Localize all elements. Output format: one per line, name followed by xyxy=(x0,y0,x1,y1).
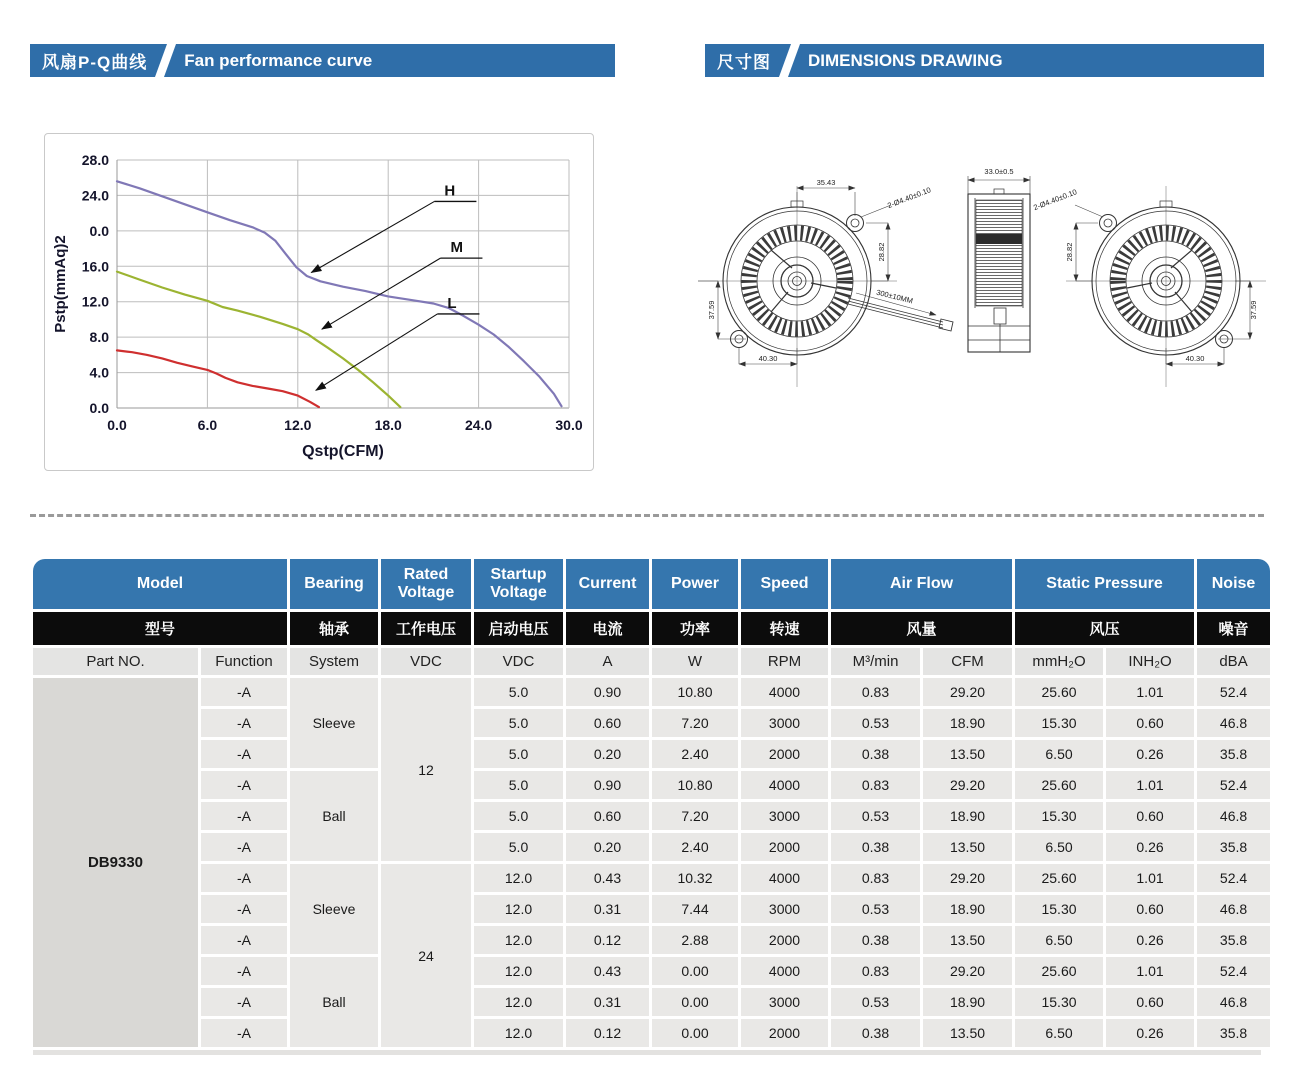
cell-startup: 12.0 xyxy=(474,957,563,985)
part-no-cell: DB9330 xyxy=(33,678,198,1047)
cell-dba: 35.8 xyxy=(1197,926,1270,954)
cell-inh2o: 0.26 xyxy=(1106,1019,1194,1047)
cell-mmh2o: 15.30 xyxy=(1015,802,1103,830)
cell-startup: 5.0 xyxy=(474,709,563,737)
cell-inh2o: 0.26 xyxy=(1106,833,1194,861)
cell-current: 0.20 xyxy=(566,740,649,768)
cell-m3min: 0.83 xyxy=(831,864,920,892)
col-header-power-zh: 功率 xyxy=(652,612,738,645)
cell-rated-voltage: 24 xyxy=(381,864,471,1047)
cell-speed: 3000 xyxy=(741,709,828,737)
fan-front-view-right xyxy=(1032,186,1266,387)
cell-inh2o: 1.01 xyxy=(1106,864,1194,892)
cell-function: -A xyxy=(201,988,287,1016)
cell-m3min: 0.53 xyxy=(831,802,920,830)
y-tick-label: 0.0 xyxy=(89,400,109,416)
cell-function: -A xyxy=(201,926,287,954)
cell-startup: 5.0 xyxy=(474,802,563,830)
dim-height-right: 28.82 xyxy=(877,242,886,262)
cell-startup: 5.0 xyxy=(474,740,563,768)
col-header-rated-voltage-zh: 工作电压 xyxy=(381,612,471,645)
cell-power: 0.00 xyxy=(652,988,738,1016)
section-title-zh: 尺寸图 xyxy=(717,53,771,72)
cell-speed: 4000 xyxy=(741,771,828,799)
unit-vdc-rated: VDC xyxy=(381,648,471,675)
cell-speed: 3000 xyxy=(741,988,828,1016)
cell-mmh2o: 25.60 xyxy=(1015,957,1103,985)
cell-m3min: 0.53 xyxy=(831,988,920,1016)
cell-current: 0.60 xyxy=(566,709,649,737)
cell-mmh2o: 6.50 xyxy=(1015,926,1103,954)
cell-power: 2.88 xyxy=(652,926,738,954)
cell-startup: 12.0 xyxy=(474,864,563,892)
pq-chart-panel xyxy=(44,133,594,471)
cell-power: 7.20 xyxy=(652,709,738,737)
col-header-static-pressure-zh: 风压 xyxy=(1015,612,1194,645)
cell-power: 7.44 xyxy=(652,895,738,923)
dimensions-drawing xyxy=(698,148,1270,462)
col-header-model: Model xyxy=(33,559,287,609)
cell-m3min: 0.83 xyxy=(831,678,920,706)
y-tick-label: 8.0 xyxy=(89,329,109,346)
cell-startup: 5.0 xyxy=(474,678,563,706)
dim-mounting-holes: 2-Ø4.40±0.10 xyxy=(886,185,933,211)
cell-cfm: 13.50 xyxy=(923,926,1012,954)
cell-power: 2.40 xyxy=(652,833,738,861)
cell-speed: 4000 xyxy=(741,957,828,985)
unit-rpm: RPM xyxy=(741,648,828,675)
col-header-speed: Speed xyxy=(741,559,828,609)
section-title-en: DIMENSIONS DRAWING xyxy=(808,50,1003,70)
cell-mmh2o: 6.50 xyxy=(1015,833,1103,861)
header-row-chinese xyxy=(33,612,1270,645)
chart-curves xyxy=(117,181,562,407)
cell-m3min: 0.83 xyxy=(831,771,920,799)
cell-speed: 3000 xyxy=(741,895,828,923)
table-row xyxy=(33,957,1270,985)
cell-function: -A xyxy=(201,802,287,830)
cell-power: 10.80 xyxy=(652,771,738,799)
cell-inh2o: 0.60 xyxy=(1106,709,1194,737)
cell-mmh2o: 6.50 xyxy=(1015,1019,1103,1047)
cell-startup: 12.0 xyxy=(474,1019,563,1047)
table-row xyxy=(33,709,1270,737)
section-title-en: Fan performance curve xyxy=(184,50,373,70)
cell-dba: 35.8 xyxy=(1197,1019,1270,1047)
table-row xyxy=(33,1019,1270,1047)
table-row xyxy=(33,740,1270,768)
y-tick-label: 12.0 xyxy=(81,293,109,310)
cell-current: 0.90 xyxy=(566,771,649,799)
section-header-dimensions xyxy=(705,44,1264,77)
dim-top-width: 35.43 xyxy=(816,178,836,187)
cell-inh2o: 0.26 xyxy=(1106,926,1194,954)
cell-startup: 12.0 xyxy=(474,926,563,954)
unit-dba: dBA xyxy=(1197,648,1270,675)
cell-dba: 52.4 xyxy=(1197,957,1270,985)
y-tick-label: 24.0 xyxy=(81,187,109,204)
cell-function: -A xyxy=(201,709,287,737)
cell-current: 0.12 xyxy=(566,926,649,954)
cell-power: 10.80 xyxy=(652,678,738,706)
col-header-model-zh: 型号 xyxy=(33,612,287,645)
x-tick-label: 0.0 xyxy=(107,417,127,433)
cell-current: 0.43 xyxy=(566,957,649,985)
y-tick-label: 16.0 xyxy=(81,258,109,275)
y-axis-label: Pstp(mmAq)2 xyxy=(52,235,69,333)
cell-function: -A xyxy=(201,1019,287,1047)
unit-inh2o: INH₂O xyxy=(1106,648,1194,675)
cell-startup: 12.0 xyxy=(474,988,563,1016)
cell-speed: 3000 xyxy=(741,802,828,830)
cell-m3min: 0.38 xyxy=(831,926,920,954)
cell-startup: 5.0 xyxy=(474,771,563,799)
cell-rated-voltage: 12 xyxy=(381,678,471,861)
cell-inh2o: 0.60 xyxy=(1106,802,1194,830)
cell-function: -A xyxy=(201,957,287,985)
table-row xyxy=(33,802,1270,830)
cell-inh2o: 1.01 xyxy=(1106,957,1194,985)
dim-mounting-holes: 2-Ø4.40±0.10 xyxy=(1032,187,1079,213)
cell-speed: 4000 xyxy=(741,864,828,892)
x-tick-label: 30.0 xyxy=(555,417,583,433)
cell-cfm: 18.90 xyxy=(923,709,1012,737)
table-bottom-strip xyxy=(33,1050,1261,1055)
cell-current: 0.90 xyxy=(566,678,649,706)
cell-inh2o: 1.01 xyxy=(1106,771,1194,799)
unit-function: Function xyxy=(201,648,287,675)
cell-cfm: 29.20 xyxy=(923,771,1012,799)
cell-dba: 52.4 xyxy=(1197,771,1270,799)
col-header-noise-zh: 噪音 xyxy=(1197,612,1270,645)
dim-height-right: 37.59 xyxy=(1249,300,1258,320)
cell-function: -A xyxy=(201,740,287,768)
annotation-label-L: L xyxy=(447,294,457,312)
cell-power: 7.20 xyxy=(652,802,738,830)
cell-function: -A xyxy=(201,771,287,799)
cell-cfm: 29.20 xyxy=(923,678,1012,706)
cell-m3min: 0.53 xyxy=(831,709,920,737)
x-tick-label: 6.0 xyxy=(197,417,218,433)
cell-inh2o: 0.60 xyxy=(1106,895,1194,923)
cell-startup: 12.0 xyxy=(474,895,563,923)
cell-mmh2o: 15.30 xyxy=(1015,895,1103,923)
cell-dba: 46.8 xyxy=(1197,895,1270,923)
cell-m3min: 0.38 xyxy=(831,1019,920,1047)
unit-part-no: Part NO. xyxy=(33,648,198,675)
cell-inh2o: 0.60 xyxy=(1106,988,1194,1016)
unit-watt: W xyxy=(652,648,738,675)
cell-function: -A xyxy=(201,833,287,861)
curve-L xyxy=(117,350,319,407)
col-header-airflow-zh: 风量 xyxy=(831,612,1012,645)
cell-dba: 46.8 xyxy=(1197,709,1270,737)
col-header-power: Power xyxy=(652,559,738,609)
spec-table xyxy=(30,556,1273,1050)
cell-inh2o: 1.01 xyxy=(1106,678,1194,706)
fan-front-view-left xyxy=(698,178,953,387)
y-tick-label: 0.0 xyxy=(89,222,109,239)
cell-m3min: 0.83 xyxy=(831,957,920,985)
table-row xyxy=(33,895,1270,923)
col-header-startup-voltage-zh: 启动电压 xyxy=(474,612,563,645)
col-header-bearing: Bearing xyxy=(290,559,378,609)
cell-speed: 2000 xyxy=(741,740,828,768)
section-title-zh: 风扇P-Q曲线 xyxy=(42,53,148,72)
cell-cfm: 18.90 xyxy=(923,988,1012,1016)
cell-m3min: 0.38 xyxy=(831,833,920,861)
col-header-current-zh: 电流 xyxy=(566,612,649,645)
header-row-units xyxy=(33,648,1270,675)
cell-power: 0.00 xyxy=(652,1019,738,1047)
cell-bearing-system: Sleeve xyxy=(290,678,378,768)
table-row xyxy=(33,926,1270,954)
pq-chart xyxy=(45,134,591,468)
col-header-current: Current xyxy=(566,559,649,609)
unit-system: System xyxy=(290,648,378,675)
dim-height-left: 37.59 xyxy=(707,300,716,320)
dim-bottom-width: 40.30 xyxy=(1185,354,1205,363)
annotation-label-H: H xyxy=(444,182,456,200)
cell-m3min: 0.53 xyxy=(831,895,920,923)
col-header-startup-voltage: Startup Voltage xyxy=(474,559,563,609)
cell-cfm: 13.50 xyxy=(923,740,1012,768)
cell-mmh2o: 25.60 xyxy=(1015,864,1103,892)
x-tick-label: 12.0 xyxy=(284,417,312,433)
cell-mmh2o: 25.60 xyxy=(1015,678,1103,706)
fan-side-view xyxy=(968,167,1030,352)
cell-cfm: 29.20 xyxy=(923,957,1012,985)
cell-dba: 46.8 xyxy=(1197,988,1270,1016)
cell-speed: 2000 xyxy=(741,926,828,954)
cell-function: -A xyxy=(201,895,287,923)
col-header-noise: Noise xyxy=(1197,559,1270,609)
dim-wire-length: 300±10MM xyxy=(875,287,914,306)
unit-mmh2o: mmH₂O xyxy=(1015,648,1103,675)
header-row-english xyxy=(33,559,1270,609)
dim-bottom-width: 40.30 xyxy=(758,354,778,363)
unit-cfm: CFM xyxy=(923,648,1012,675)
table-row xyxy=(33,864,1270,892)
table-row xyxy=(33,678,1270,706)
x-axis-label: Qstp(CFM) xyxy=(302,443,384,460)
cell-mmh2o: 6.50 xyxy=(1015,740,1103,768)
y-tick-label: 28.0 xyxy=(81,152,109,168)
cell-mmh2o: 25.60 xyxy=(1015,771,1103,799)
cell-bearing-system: Ball xyxy=(290,771,378,861)
cell-dba: 46.8 xyxy=(1197,802,1270,830)
cell-current: 0.60 xyxy=(566,802,649,830)
x-tick-label: 18.0 xyxy=(374,417,402,433)
cell-m3min: 0.38 xyxy=(831,740,920,768)
table-row xyxy=(33,771,1270,799)
chart-gridlines xyxy=(117,160,569,408)
cell-dba: 52.4 xyxy=(1197,678,1270,706)
cell-cfm: 18.90 xyxy=(923,802,1012,830)
cell-current: 0.31 xyxy=(566,988,649,1016)
cell-current: 0.43 xyxy=(566,864,649,892)
section-header-fan-curve xyxy=(30,44,615,77)
cell-bearing-system: Sleeve xyxy=(290,864,378,954)
cell-speed: 2000 xyxy=(741,1019,828,1047)
unit-vdc-startup: VDC xyxy=(474,648,563,675)
cell-speed: 2000 xyxy=(741,833,828,861)
col-header-speed-zh: 转速 xyxy=(741,612,828,645)
cell-dba: 35.8 xyxy=(1197,833,1270,861)
cell-cfm: 18.90 xyxy=(923,895,1012,923)
unit-ampere: A xyxy=(566,648,649,675)
cell-dba: 52.4 xyxy=(1197,864,1270,892)
cell-power: 2.40 xyxy=(652,740,738,768)
cell-current: 0.31 xyxy=(566,895,649,923)
cell-dba: 35.8 xyxy=(1197,740,1270,768)
cell-current: 0.20 xyxy=(566,833,649,861)
col-header-static-pressure: Static Pressure xyxy=(1015,559,1194,609)
dashed-divider xyxy=(30,514,1264,517)
cell-function: -A xyxy=(201,864,287,892)
table-row xyxy=(33,833,1270,861)
cell-speed: 4000 xyxy=(741,678,828,706)
cell-mmh2o: 15.30 xyxy=(1015,709,1103,737)
col-header-rated-voltage: Rated Voltage xyxy=(381,559,471,609)
annotation-label-M: M xyxy=(450,239,463,257)
cell-bearing-system: Ball xyxy=(290,957,378,1047)
cell-cfm: 13.50 xyxy=(923,1019,1012,1047)
y-tick-label: 4.0 xyxy=(89,364,109,381)
dim-side-width: 33.0±0.5 xyxy=(984,167,1014,176)
dim-height-left: 28.82 xyxy=(1065,242,1074,262)
table-row xyxy=(33,988,1270,1016)
cell-inh2o: 0.26 xyxy=(1106,740,1194,768)
cell-power: 10.32 xyxy=(652,864,738,892)
x-tick-label: 24.0 xyxy=(464,417,493,433)
cell-current: 0.12 xyxy=(566,1019,649,1047)
cell-startup: 5.0 xyxy=(474,833,563,861)
unit-m3min: M³/min xyxy=(831,648,920,675)
cell-cfm: 13.50 xyxy=(923,833,1012,861)
cell-function: -A xyxy=(201,678,287,706)
cell-power: 0.00 xyxy=(652,957,738,985)
spec-table-wrapper xyxy=(30,556,1264,1055)
col-header-bearing-zh: 轴承 xyxy=(290,612,378,645)
col-header-airflow: Air Flow xyxy=(831,559,1012,609)
cell-cfm: 29.20 xyxy=(923,864,1012,892)
cell-mmh2o: 15.30 xyxy=(1015,988,1103,1016)
